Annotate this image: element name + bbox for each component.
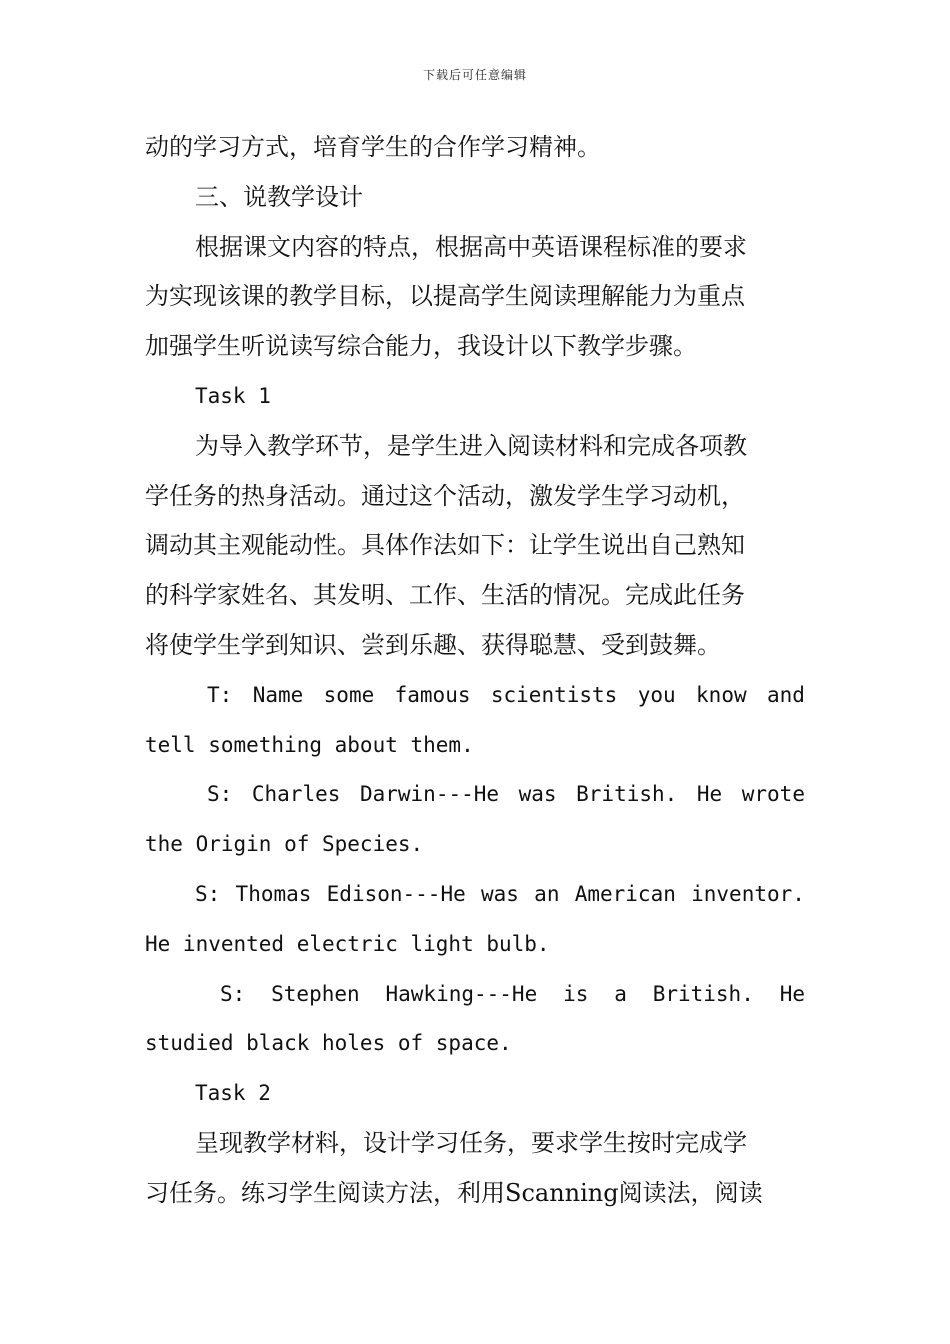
word: American [574,881,676,906]
dialogue-continuation: tell something about them. [145,732,474,757]
page-header: 下载后可任意编辑 [422,68,527,82]
text-line: 呈现教学材料，设计学习任务，要求学生按时完成学 [195,1128,747,1157]
task-heading: Task 2 [195,1081,271,1106]
text-line: 加强学生听说读写综合能力，我设计以下教学步骤。 [145,332,697,361]
word: you [637,682,676,707]
word: T: [207,682,233,707]
word: an [534,881,560,906]
word: famous [394,682,471,707]
text-line: 为导入教学环节，是学生进入阅读材料和完成各项教 [195,431,747,460]
task-heading: Task 1 [195,383,271,408]
word: Stephen [271,981,360,1006]
word: some [323,682,375,707]
word: Name [252,682,304,707]
word: S: [195,881,221,906]
word: Charles [251,782,341,807]
word: He [696,782,723,807]
word: S: [220,981,246,1006]
word: was [480,881,519,906]
word: wrote [741,782,805,807]
dialogue-continuation: studied black holes of space. [145,1031,512,1056]
dialogue-line-teacher [145,671,805,721]
dialogue-continuation: He invented electric light bulb. [145,931,550,956]
text-line: 的科学家姓名、其发明、工作、生活的情况。完成此任务 [145,581,745,610]
text-line: 动的学习方式，培育学生的合作学习精神。 [145,133,601,161]
text-line: 根据课文内容的特点，根据高中英语课程标准的要求 [195,232,747,261]
word: Hawking---He [385,981,538,1006]
word: He [779,981,805,1006]
text-line: 将使学生学到知识、尝到乐趣、获得聪慧、受到鼓舞。 [145,630,721,659]
word: British. [652,981,754,1006]
word: British. [576,782,678,807]
text-line: 为实现该课的教学目标，以提高学生阅读理解能力为重点 [145,282,745,311]
word: scientists [490,682,618,707]
word: and [767,682,805,707]
word: a [614,981,627,1006]
dialogue-continuation: the Origin of Species. [145,832,424,857]
text-line: 习任务。练习学生阅读方法，利用Scanning阅读法，阅读 [145,1178,763,1207]
text-line: 学任务的热身活动。通过这个活动，激发学生学习动机， [145,481,745,510]
document-body [145,123,805,1219]
word: know [696,682,747,707]
text-line: 调动其主观能动性。具体作法如下：让学生说出自己熟知 [145,531,745,560]
word: inventor. [691,881,805,906]
section-heading: 三、说教学设计 [195,182,363,211]
dialogue-line-student [145,870,805,920]
word: is [563,981,589,1006]
dialogue-line-student [145,970,805,1020]
word: Darwin---He [359,782,500,807]
word: was [518,782,557,807]
word: Edison---He [326,881,466,906]
dialogue-line-student [145,770,805,820]
word: Thomas [235,881,312,906]
word: S: [207,782,233,807]
